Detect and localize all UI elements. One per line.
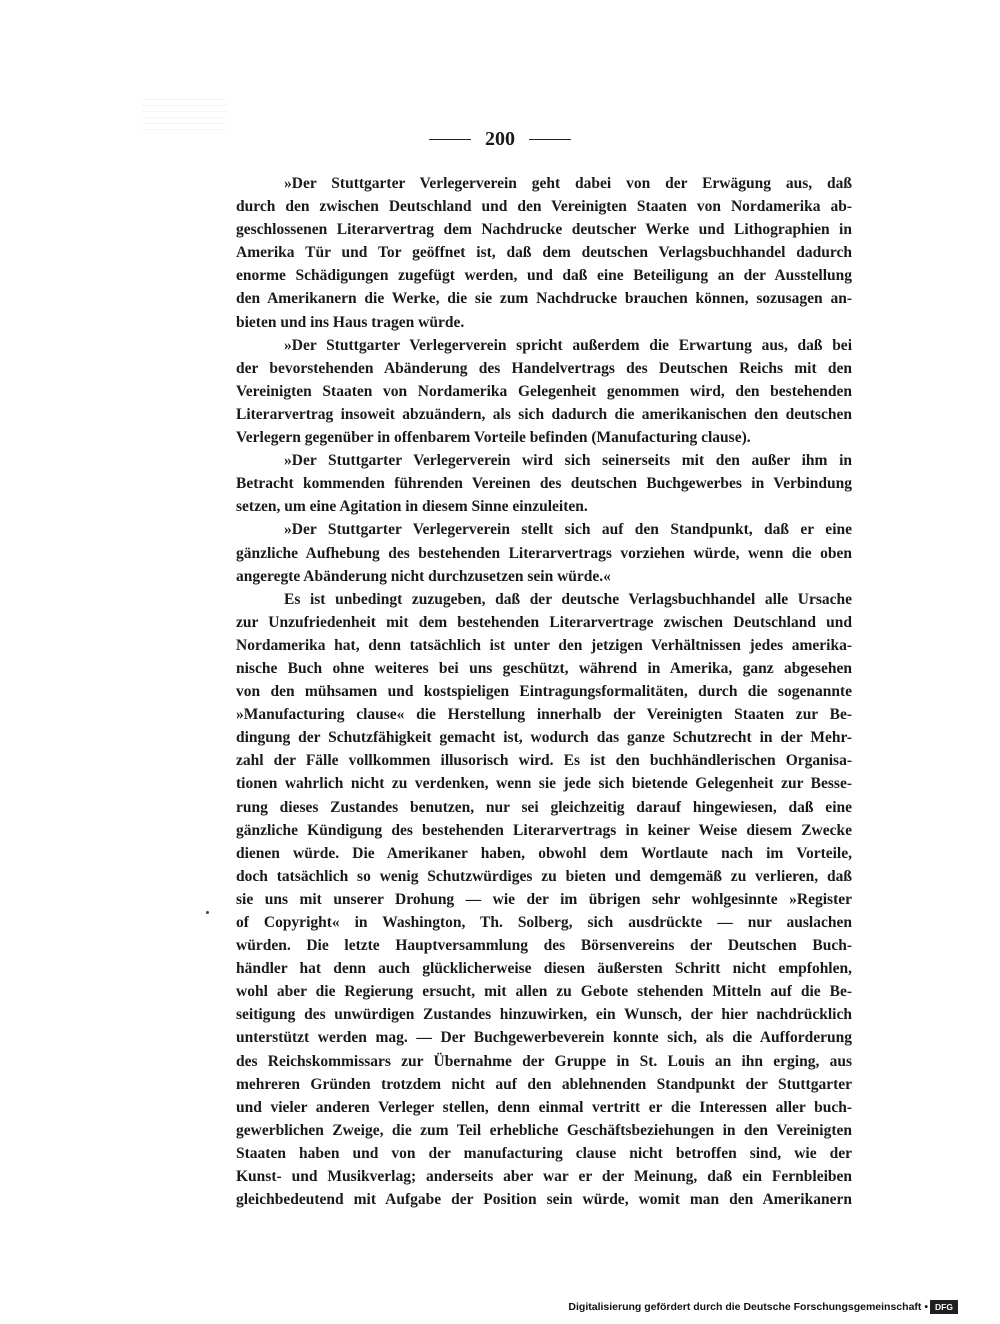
paragraph <box>236 518 852 587</box>
text-line: »Der Stuttgarter Verlegerverein stellt sich auf den Standpunkt, daß er eine <box>284 521 852 539</box>
header-rule-right <box>529 139 571 140</box>
page-header <box>0 128 1000 151</box>
text-line: von den mühsamen und kostspieligen Eintragungsformalitäten, durch die sogenannte <box>236 683 852 701</box>
text-line: Betracht kommenden führenden Vereinen des deutschen Buchgewerbes in Verbindung <box>236 475 852 493</box>
text-line: tionen wahrlich nicht zu verdenken, wenn sie jede sich bietende Gelegenheit zur Besse- <box>236 775 852 793</box>
text-line: Nordamerika hat, denn tatsächlich ist unter den jetzigen Verhältnissen jedes amerika- <box>236 636 852 654</box>
paragraph <box>236 334 852 449</box>
scan-artifact <box>142 98 227 130</box>
text-line: bieten und ins Haus tragen würde. <box>236 313 465 331</box>
text-line: gänzliche Kündigung des bestehenden Literarvertrags in keiner Weise diesem Zwecke <box>236 821 852 839</box>
text-line: zahl der Fälle vollkommen illusorisch wird. Es ist den buchhändlerischen Organisa- <box>236 752 852 770</box>
text-line: Amerika Tür und Tor geöffnet ist, daß dem deutschen Verlagsbuchhandel dadurch <box>236 244 852 262</box>
paragraph <box>236 588 852 1212</box>
text-line: der bevorstehenden Abänderung des Handelvertrags des Deutschen Reichs mit den <box>236 359 852 377</box>
footer-credit <box>568 1300 958 1314</box>
text-line: und vieler anderen Verleger stellen, denn einmal vertritt er die Interessen aller buch- <box>236 1098 852 1116</box>
text-line: setzen, um eine Agitation in diesem Sinne einzuleiten. <box>236 498 588 516</box>
text-line: unterstützt werden mag. — Der Buchgewerbeverein konnte sich, als die Aufforderung <box>236 1029 852 1047</box>
text-line: Staaten haben und von der manufacturing clause nicht betroffen sind, wie der <box>236 1144 852 1162</box>
text-line: durch den zwischen Deutschland und den Vereinigten Staaten von Nordamerika ab- <box>236 198 852 216</box>
text-line: gleichbedeutend mit Aufgabe der Position sein würde, womit man den Amerikanern <box>236 1191 852 1209</box>
text-line: nische Buch ohne weiteres bei uns geschützt, während in Amerika, ganz abgesehen <box>236 659 852 677</box>
text-line: »Der Stuttgarter Verlegerverein wird sich seinerseits mit den außer ihm in <box>284 452 852 470</box>
text-line: des Reichskommissars zur Übernahme der Gruppe in St. Louis an ihn erging, aus <box>236 1052 852 1070</box>
text-line: zur Unzufriedenheit mit dem bestehenden Literarvertrage zwischen Deutschland und <box>236 613 852 631</box>
header-rule-left <box>429 139 471 140</box>
scan-speck <box>206 911 209 914</box>
text-line: of Copyright« in Washington, Th. Solberg, sich ausdrückte — nur auslachen <box>236 914 852 931</box>
text-line: Vereinigten Staaten von Nordamerika Gelegenheit genommen wird, den bestehenden <box>236 382 852 400</box>
text-line: sie uns mit unserer Drohung — wie der im übrigen sehr wohlgesinnte »Register <box>236 890 852 908</box>
text-line: Verlegern gegenüber in offenbarem Vorteile befinden (Manufacturing clause). <box>236 429 751 447</box>
paragraph <box>236 449 852 518</box>
text-line: geschlossenen Literarvertrag dem Nachdrucke deutscher Werke und Lithographien in <box>236 221 852 239</box>
text-line: Kunst- und Musikverlag; anderseits aber war er der Meinung, daß ein Fernbleiben <box>236 1168 852 1186</box>
text-line: gänzliche Aufhebung des bestehenden Literarvertrags vorziehen würde, wenn die oben <box>236 544 852 562</box>
text-line: »Der Stuttgarter Verlegerverein spricht außerdem die Erwartung aus, daß bei <box>284 336 852 354</box>
paragraph <box>236 172 852 334</box>
text-line: würden. Die letzte Hauptversammlung des Börsenvereins der Deutschen Buch- <box>236 937 852 955</box>
text-line: doch tatsächlich so wenig Schutzwürdiges zu bieten und demgemäß zu verlieren, daß <box>236 867 852 885</box>
text-line: dingung der Schutzfähigkeit gemacht ist, wodurch das ganze Schutzrecht in der Mehr- <box>236 729 852 747</box>
page-number: 200 <box>485 128 515 150</box>
text-line: Es ist unbedingt zuzugeben, daß der deutsche Verlagsbuchhandel alle Ursache <box>284 590 852 608</box>
text-line: wohl aber die Regierung ersucht, mit allen zu Gebote stehenden Mitteln auf die Be- <box>236 983 852 1001</box>
dfg-logo: DFG <box>930 1300 958 1314</box>
text-line: angeregte Abänderung nicht durchzusetzen sein würde.« <box>236 567 611 585</box>
body-text <box>236 172 852 1211</box>
text-line: händler hat denn auch glücklicherweise diesen äußersten Schritt nicht empfohlen, <box>236 960 852 978</box>
text-line: »Der Stuttgarter Verlegerverein geht dabei von der Erwägung aus, daß <box>284 175 852 192</box>
text-line: gewerblichen Zweige, die zum Teil erhebliche Geschäftsbeziehungen in den Vereinigten <box>236 1121 852 1139</box>
text-line: rung dieses Zustandes benutzen, nur sei gleichzeitig darauf hingewiesen, daß eine <box>236 798 852 816</box>
text-line: mehreren Gründen trotzdem nicht auf den ablehnenden Standpunkt der Stuttgarter <box>236 1075 852 1093</box>
digitization-credit: Digitalisierung gefördert durch die Deutsche Forschungsgemeinschaft • <box>568 1301 928 1313</box>
text-line: den Amerikanern die Werke, die sie zum Nachdrucke brauchen können, sozusagen an- <box>236 290 852 308</box>
text-line: dienen würde. Die Amerikaner haben, obwohl dem Wortlaute nach im Vorteile, <box>236 844 852 862</box>
text-line: »Manufacturing clause« die Herstellung innerhalb der Vereinigten Staaten zur Be- <box>236 706 852 724</box>
text-line: Literarvertrag insoweit abzuändern, als sich dadurch die amerikanischen den deutschen <box>236 405 852 423</box>
text-line: seitigung des unwürdigen Zustandes hinzuwirken, ein Wunsch, der hier nachdrücklich <box>236 1006 852 1024</box>
text-line: enorme Schädigungen zugefügt werden, und daß eine Beteiligung an der Ausstellung <box>236 267 852 285</box>
